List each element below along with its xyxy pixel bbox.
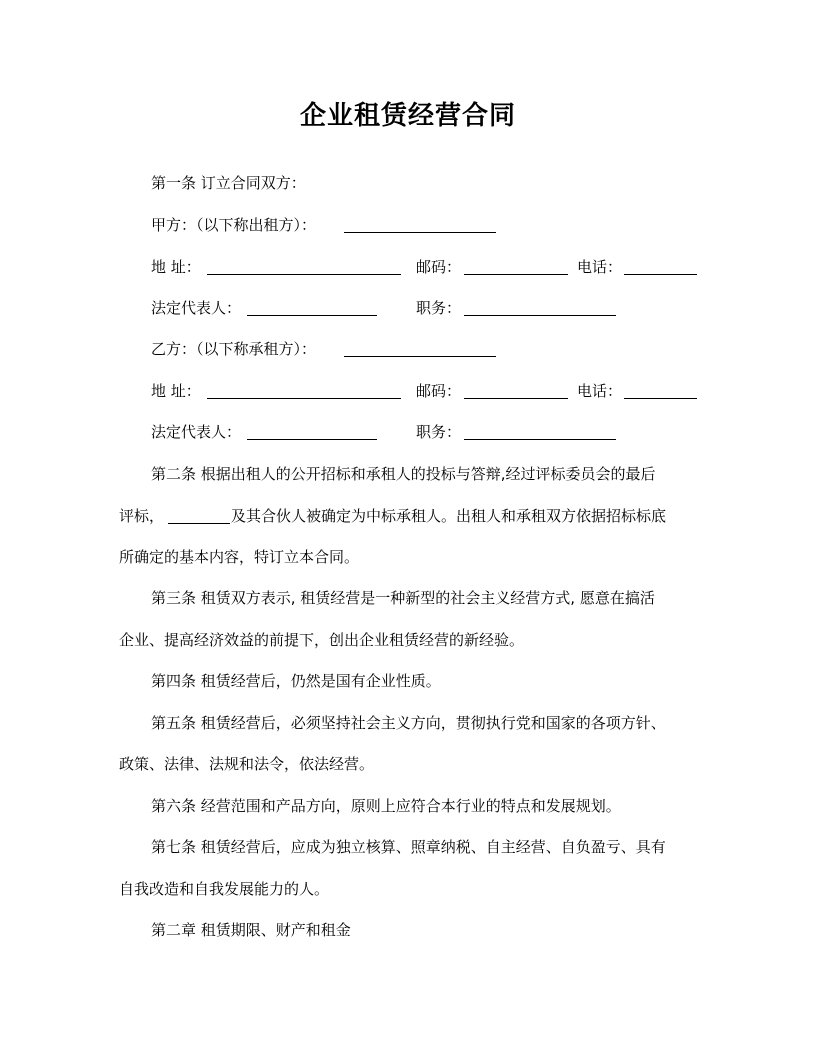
article-2-line-3: 所确定的基本内容，特订立本合同。 bbox=[119, 548, 360, 566]
party-b-postcode-label: 邮码： bbox=[416, 382, 462, 400]
party-a-postcode-label: 邮码： bbox=[416, 258, 462, 276]
article-5-line-1: 第五条 租赁经营后，必须坚持社会主义方向，贯彻执行党和国家的各项方针、 bbox=[151, 714, 666, 732]
party-a-address-blank[interactable] bbox=[207, 274, 401, 275]
party-a-postcode-blank[interactable] bbox=[464, 274, 568, 275]
article-6-line-1: 第六条 经营范围和产品方向，原则上应符合本行业的特点和发展规划。 bbox=[151, 797, 621, 815]
article-3-line-2: 企业、提高经济效益的前提下，创出企业租赁经营的新经验。 bbox=[119, 631, 525, 649]
party-b-label: 乙方：（以下称承租方）： bbox=[151, 340, 317, 358]
party-a-legal-rep-label: 法定代表人： bbox=[151, 299, 242, 317]
party-a-position-label: 职务： bbox=[416, 299, 462, 317]
article-2-line-1: 第二条 根据出租人的公开招标和承租人的投标与答辩,经过评标委员会的最后 bbox=[151, 465, 656, 483]
party-a-phone-label: 电话： bbox=[577, 258, 623, 276]
article-2-line-2-pre: 评标， bbox=[119, 507, 165, 525]
article-7-line-2: 自我改造和自我发展能力的人。 bbox=[119, 880, 330, 898]
party-b-address-label: 地 址： bbox=[151, 382, 201, 400]
party-a-position-blank[interactable] bbox=[464, 315, 616, 316]
party-b-phone-blank[interactable] bbox=[624, 398, 697, 399]
article-2-line-2-post: 及其合伙人被确定为中标承租人。出租人和承租双方依据招标标底 bbox=[231, 507, 667, 525]
chapter-2-heading: 第二章 租赁期限、财产和租金 bbox=[151, 921, 351, 939]
article-5-line-2: 政策、法律、法规和法令，依法经营。 bbox=[119, 755, 375, 773]
article-1-heading: 第一条 订立合同双方： bbox=[151, 174, 306, 192]
document-title: 企业租赁经营合同 bbox=[299, 101, 516, 131]
party-b-address-blank[interactable] bbox=[207, 398, 401, 399]
party-a-label: 甲方：（以下称出租方）： bbox=[151, 216, 317, 234]
article-4-line-1: 第四条 租赁经营后，仍然是国有企业性质。 bbox=[151, 672, 441, 690]
article-7-line-1: 第七条 租赁经营后，应成为独立核算、照章纳税、自主经营、自负盈亏、具有 bbox=[151, 838, 666, 856]
party-a-phone-blank[interactable] bbox=[624, 274, 697, 275]
party-b-phone-label: 电话： bbox=[577, 382, 623, 400]
winning-bidder-blank[interactable] bbox=[168, 523, 230, 524]
article-3-line-1: 第三条 租赁双方表示, 租赁经营是一种新型的社会主义经营方式, 愿意在搞活 bbox=[151, 589, 655, 607]
party-b-position-label: 职务： bbox=[416, 423, 462, 441]
party-a-blank[interactable] bbox=[344, 232, 496, 233]
party-b-postcode-blank[interactable] bbox=[464, 398, 568, 399]
party-b-legal-rep-blank[interactable] bbox=[247, 439, 377, 440]
party-a-legal-rep-blank[interactable] bbox=[247, 315, 377, 316]
party-b-blank[interactable] bbox=[344, 356, 496, 357]
party-a-address-label: 地 址： bbox=[151, 258, 201, 276]
party-b-legal-rep-label: 法定代表人： bbox=[151, 423, 242, 441]
party-b-position-blank[interactable] bbox=[464, 439, 616, 440]
